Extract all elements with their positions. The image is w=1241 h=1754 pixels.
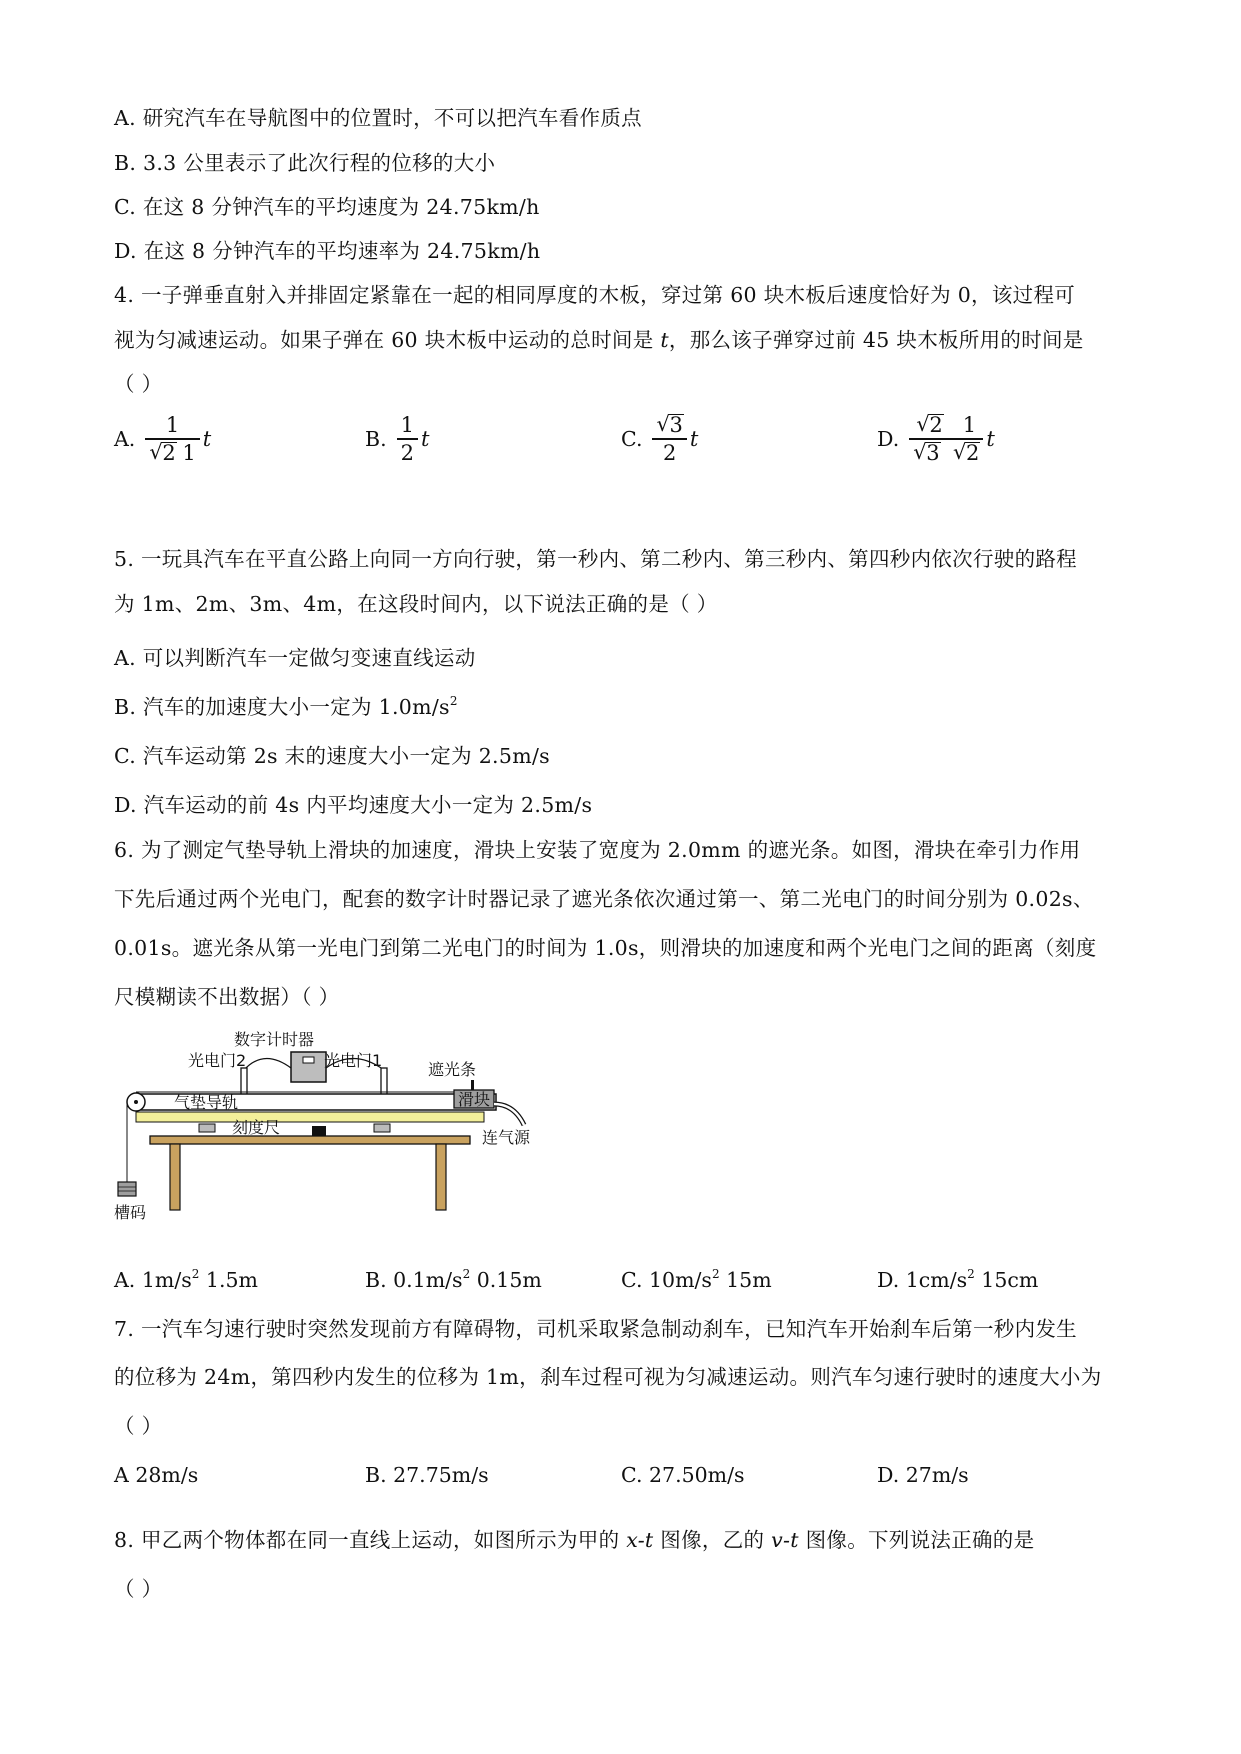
q7-option-c: C. 27.50m/s — [621, 1463, 745, 1487]
q4-option-b: B. $\frac{1}{2}$ t — [365, 413, 430, 465]
q4-option-a: A. 1 √ 2 1 t — [114, 412, 211, 466]
q8-answer-blank: （ ） — [114, 1577, 163, 1601]
q5-option-c: C. 汽车运动第 2s 末的速度大小一定为 2.5m/s — [114, 744, 550, 768]
q7-answer-blank: （ ） — [114, 1414, 163, 1438]
label-ruler: 刻度尺 — [232, 1118, 281, 1137]
q7-option-b: B. 27.75m/s — [365, 1463, 489, 1487]
q5-stem-line1: 5. 一玩具汽车在平直公路上向同一方向行驶，第一秒内、第二秒内、第三秒内、第四秒内依次行驶的路程 — [114, 547, 1077, 571]
q4-answer-blank: （ ） — [114, 372, 163, 396]
q7-stem-line2: 的位移为 24m，第四秒内发生的位移为 1m，刹车过程可视为匀减速运动。则汽车匀速行驶时的速度大小为 — [114, 1365, 1102, 1389]
label-air-source: 连气源 — [482, 1128, 531, 1147]
label-photogate-1: 光电门1 — [324, 1051, 383, 1070]
table-top — [150, 1136, 470, 1144]
q5-option-b: B. 汽车的加速度大小一定为 $1.0m/s^2$ — [114, 694, 458, 719]
q6-stem-line3: 0.01s。遮光条从第一光电门到第二光电门的时间为 1.0s，则滑块的加速度和两个光电门之间的距离（刻度 — [114, 936, 1097, 960]
q7-option-d: D. 27m/s — [877, 1463, 969, 1487]
q7-stem-line1: 7. 一汽车匀速行驶时突然发现前方有障碍物，司机采取紧急制动刹车，已知汽车开始刹车后第一秒内发生 — [114, 1317, 1077, 1341]
q6-stem-line2: 下先后通过两个光电门，配套的数字计时器记录了遮光条依次通过第一、第二光电门的时间分别为 0.02s、 — [114, 887, 1094, 911]
q4-option-c: C. √ $\frac{3}{2}$ t — [621, 412, 698, 466]
label-slider: 滑块 — [458, 1090, 491, 1109]
hanging-weight — [118, 1182, 136, 1196]
q8-stem-line1: 8. 甲乙两个物体都在同一直线上运动，如图所示为甲的 x-t 图像，乙的 v-t 图像。下列说法正确的是 — [114, 1528, 1035, 1552]
light-shield-strip — [471, 1080, 474, 1090]
q3-option-b: B. 3.3 公里表示了此次行程的位移的大小 — [114, 151, 496, 175]
q3-option-c: C. 在这 8 分钟汽车的平均速度为 24.75km/h — [114, 195, 540, 219]
label-weight: 槽码 — [114, 1203, 147, 1222]
q6-stem-line4: 尺模糊读不出数据）（ ） — [114, 985, 340, 1009]
q4-option-d: D. √ 2 1 √ 3 √ 2 t — [877, 412, 995, 466]
label-digital-timer: 数字计时器 — [234, 1030, 315, 1049]
q5-stem-line2: 为 1m、2m、3m、4m，在这段时间内，以下说法正确的是（ ） — [114, 592, 718, 616]
label-air-track: 气垫导轨 — [174, 1093, 239, 1112]
q5-option-a: A. 可以判断汽车一定做匀变速直线运动 — [114, 646, 476, 670]
q6-option-c: C. $10m/s^2$ 15m — [621, 1267, 772, 1292]
label-light-shield: 遮光条 — [428, 1060, 477, 1079]
q4-stem-line2: 视为匀减速运动。如果子弹在 60 块木板中运动的总时间是 t，那么该子弹穿过前 45 块木板所用的时间是 — [114, 328, 1084, 352]
q6-option-a: A. $1m/s^2$ 1.5m — [114, 1267, 258, 1292]
ruler — [136, 1112, 484, 1122]
q6-option-d: D. $1cm/s^2$ 15cm — [877, 1267, 1039, 1292]
label-photogate-2: 光电门2 — [188, 1051, 247, 1070]
q5-option-d: D. 汽车运动的前 4s 内平均速度大小一定为 2.5m/s — [114, 793, 593, 817]
q3-option-a: A. 研究汽车在导航图中的位置时，不可以把汽车看作质点 — [114, 106, 642, 130]
q6-stem-line1: 6. 为了测定气垫导轨上滑块的加速度，滑块上安装了宽度为 2.0mm 的遮光条。如图，滑块在牵引力作用 — [114, 838, 1081, 862]
air-track-figure — [114, 1030, 604, 1240]
q6-option-b: B. $0.1m/s^2$ 0.15m — [365, 1267, 542, 1292]
q3-option-d: D. 在这 8 分钟汽车的平均速率为 24.75km/h — [114, 239, 541, 263]
air-track-diagram — [114, 1030, 604, 1240]
q4-stem-line1: 4. 一子弹垂直射入并排固定紧靠在一起的相同厚度的木板，穿过第 60 块木板后速度恰好为 0，该过程可 — [114, 283, 1076, 307]
q7-option-a: A 28m/s — [114, 1463, 199, 1487]
